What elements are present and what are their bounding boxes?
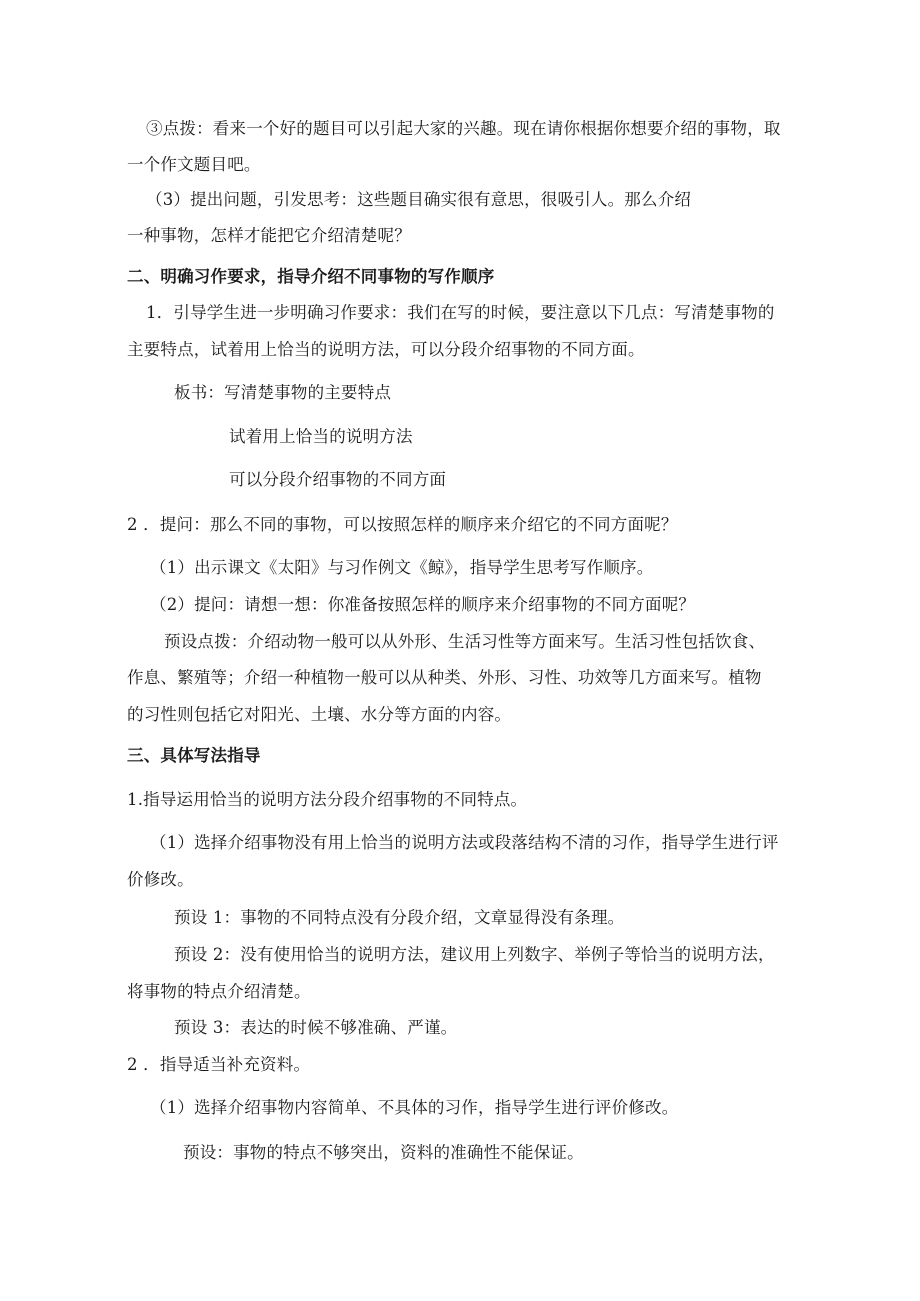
blackboard-line: 试着用上恰当的说明方法 [229,427,413,446]
text-line: （3）提出问题，引发思考：这些题目确实很有意思，很吸引人。那么介绍 [146,190,692,209]
text-line: 的习性则包括它对阳光、土壤、水分等方面的内容。 [127,705,512,724]
text-line: 预设：事物的特点不够突出，资料的准确性不能保证。 [183,1143,584,1162]
text-line: 2 ．指导适当补充资料。 [127,1055,311,1074]
blackboard-line: 可以分段介绍事物的不同方面 [229,470,447,489]
text-line: 预设 1：事物的不同特点没有分段介绍，文章显得没有条理。 [174,908,625,927]
section-heading: 三、具体写法指导 [127,746,261,765]
text-line: （2）提问：请想一想：你准备按照怎样的顺序来介绍事物的不同方面呢？ [150,595,696,614]
text-line: 一个作文题目吧。 [127,155,261,174]
text-line: 预设 3：表达的时候不够准确、严谨。 [174,1018,458,1037]
text-line: 作息、繁殖等；介绍一种植物一般可以从种类、外形、习性、功效等几方面来写。植物 [127,668,762,687]
blackboard-line: 板书：写清楚事物的主要特点 [174,383,392,402]
text-line: 一种事物，怎样才能把它介绍清楚呢？ [127,226,411,245]
text-line: 主要特点，试着用上恰当的说明方法，可以分段介绍事物的不同方面。 [127,340,645,359]
section-heading: 二、明确习作要求，指导介绍不同事物的写作顺序 [127,267,495,286]
text-line: 1.指导运用恰当的说明方法分段介绍事物的不同特点。 [127,790,528,809]
text-line: 价修改。 [127,870,194,889]
text-line: （1）出示课文《太阳》与习作例文《鲸》，指导学生思考写作顺序。 [150,558,654,577]
text-line: 预设点拨：介绍动物一般可以从外形、生活习性等方面来写。生活习性包括饮食、 [164,632,766,651]
text-line: ③点拨：看来一个好的题目可以引起大家的兴趣。现在请你根据你想要介绍的事物，取 [146,119,781,138]
text-line: （1）选择介绍事物没有用上恰当的说明方法或段落结构不清的习作，指导学生进行评 [150,833,779,852]
text-line: 1．引导学生进一步明确习作要求：我们在写的时候，要注意以下几点：写清楚事物的 [146,303,775,322]
text-line: 预设 2：没有使用恰当的说明方法，建议用上列数字、举例子等恰当的说明方法， [174,945,775,964]
text-line: （1）选择介绍事物内容简单、不具体的习作，指导学生进行评价修改。 [150,1098,679,1117]
text-line: 将事物的特点介绍清楚。 [127,982,311,1001]
text-line: 2 ．提问：那么不同的事物，可以按照怎样的顺序来介绍它的不同方面呢？ [127,515,678,534]
